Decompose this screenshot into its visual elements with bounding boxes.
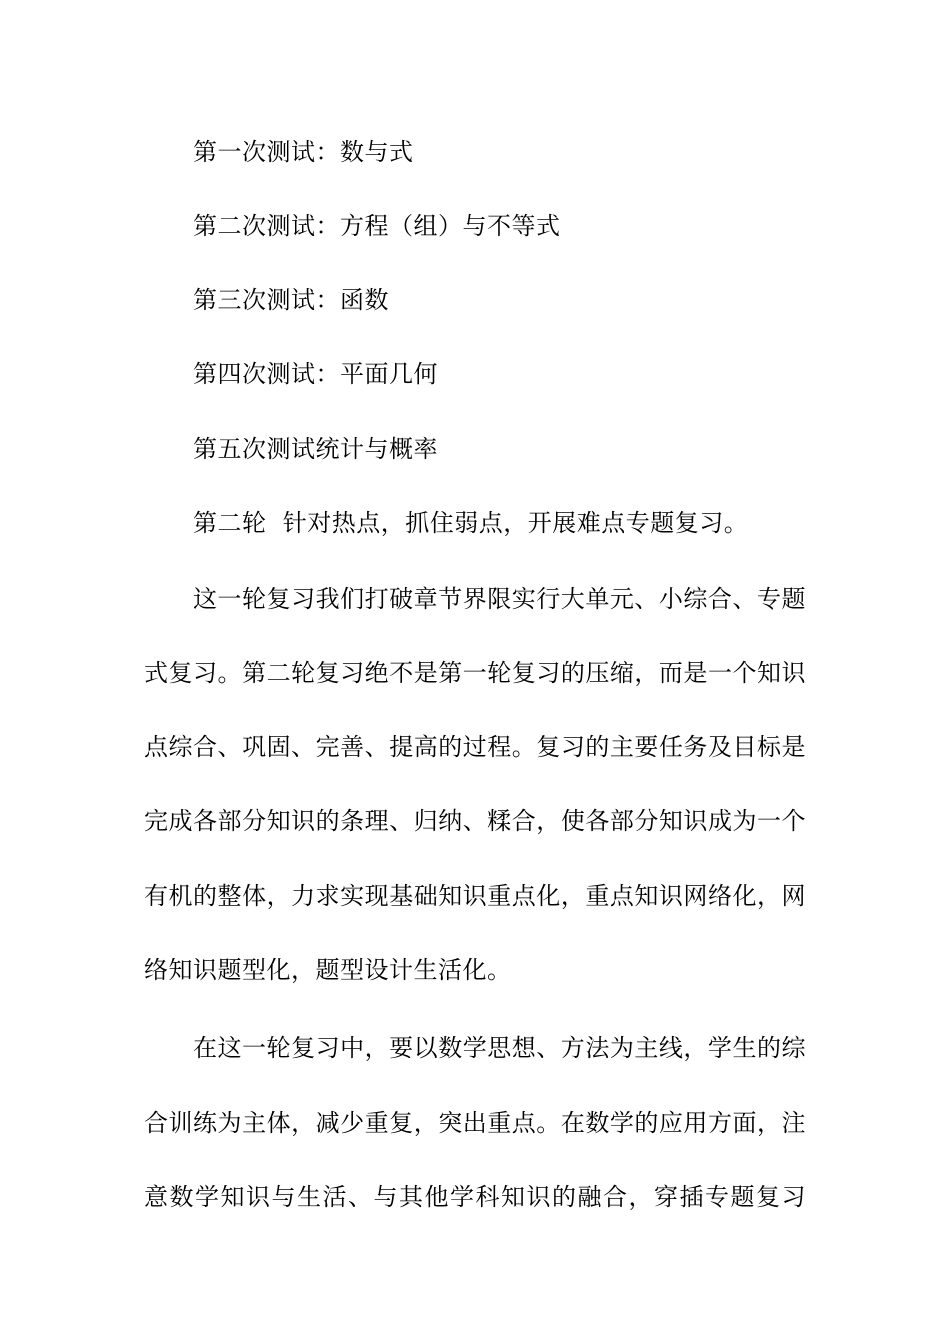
paragraph-2-line-2: 合训练为主体，减少重复，突出重点。在数学的应用方面，注: [144, 1109, 806, 1137]
paragraph-1-line-4: 完成各部分知识的条理、归纳、糅合，使各部分知识成为一个: [144, 807, 806, 835]
paragraph-2-line-3: 意数学知识与生活、与其他学科知识的融合，穿插专题复习: [144, 1183, 806, 1211]
test-4-line: 第四次测试：平面几何: [193, 360, 438, 388]
paragraph-1-line-2: 式复习。第二轮复习绝不是第一轮复习的压缩，而是一个知识: [144, 659, 806, 687]
paragraph-1-line-6: 络知识题型化，题型设计生活化。: [144, 956, 512, 984]
paragraph-1-line-5: 有机的整体，力求实现基础知识重点化，重点知识网络化，网: [144, 882, 806, 910]
test-1-line: 第一次测试：数与式: [193, 138, 414, 166]
round-two-heading: 第二轮 针对热点，抓住弱点，开展难点专题复习。: [193, 509, 749, 537]
paragraph-2-line-1: 在这一轮复习中，要以数学思想、方法为主线，学生的综: [193, 1034, 806, 1062]
paragraph-1-line-1: 这一轮复习我们打破章节界限实行大单元、小综合、专题: [193, 585, 806, 613]
paragraph-1-line-3: 点综合、巩固、完善、提高的过程。复习的主要任务及目标是: [144, 733, 806, 761]
test-5-line: 第五次测试统计与概率: [193, 435, 438, 463]
test-3-line: 第三次测试：函数: [193, 286, 389, 314]
test-2-line: 第二次测试：方程（组）与不等式: [193, 212, 561, 240]
